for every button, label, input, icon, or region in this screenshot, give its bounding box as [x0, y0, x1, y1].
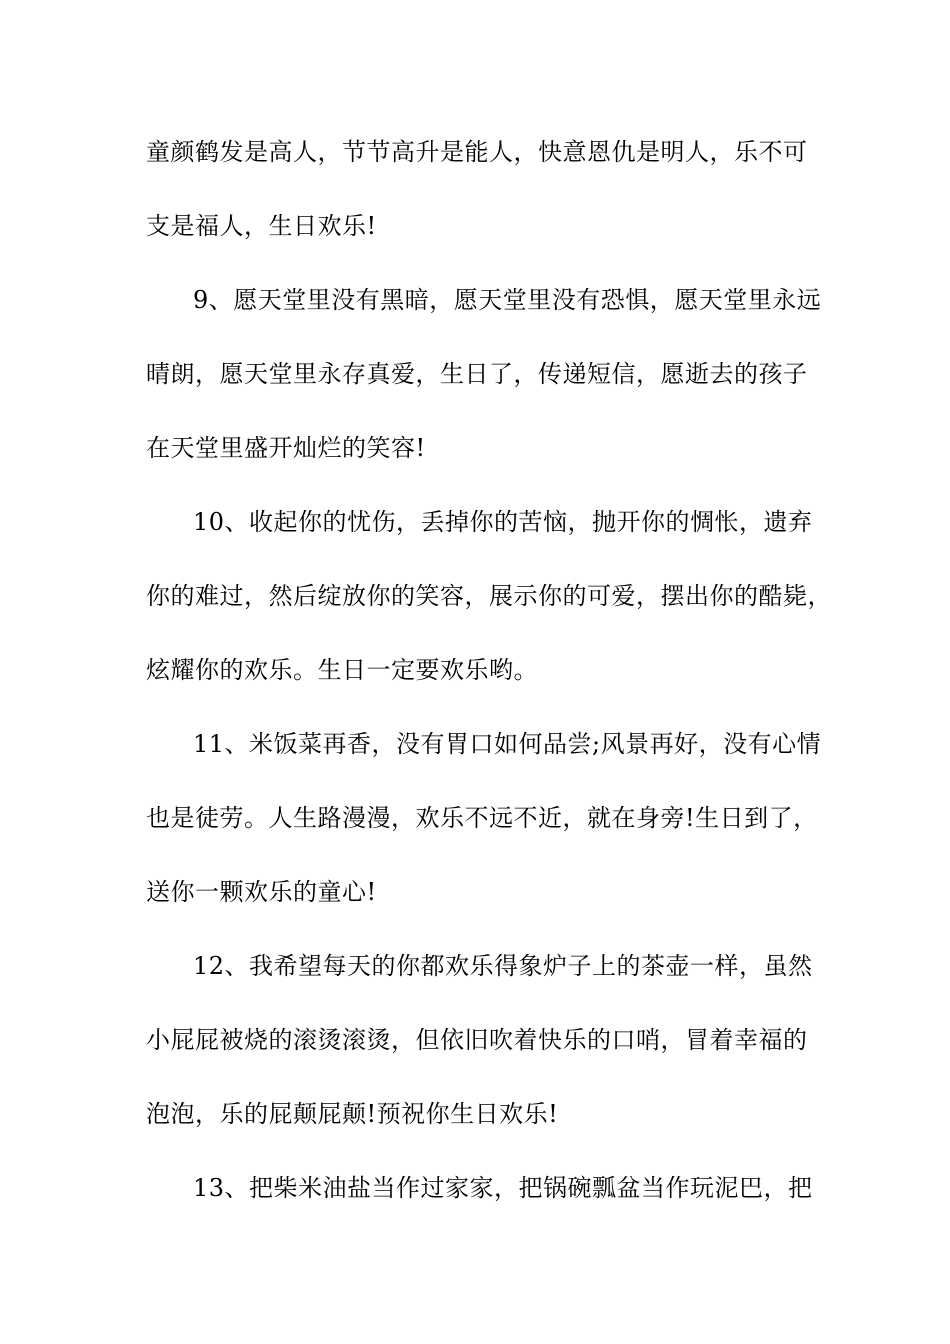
text-line: 也是徒劳。人生路漫漫，欢乐不远不近，就在身旁!生日到了，: [146, 804, 818, 832]
paragraph-first-line: 11、米饭菜再香，没有胃口如何品尝;风景再好，没有心情: [193, 730, 822, 758]
paragraph-first-line: 10、收起你的忧伤，丢掉你的苦恼，抛开你的惆怅，遗弃: [193, 508, 813, 536]
text-line: 晴朗，愿天堂里永存真爱，生日了，传递短信，愿逝去的孩子: [146, 360, 808, 388]
paragraph-first-line: 13、把柴米油盐当作过家家，把锅碗瓢盆当作玩泥巴，把: [193, 1174, 813, 1202]
paragraph-first-line: 9、愿天堂里没有黑暗，愿天堂里没有恐惧，愿天堂里永远: [193, 286, 822, 314]
text-line: 送你一颗欢乐的童心!: [146, 878, 377, 906]
text-line: 泡泡，乐的屁颠屁颠!预祝你生日欢乐!: [146, 1100, 559, 1128]
text-line: 支是福人，生日欢乐!: [146, 212, 377, 240]
text-line: 你的难过，然后绽放你的笑容，展示你的可爱，摆出你的酷毙，: [146, 582, 832, 610]
paragraph-first-line: 12、我希望每天的你都欢乐得象炉子上的茶壶一样，虽然: [193, 952, 813, 980]
text-line: 在天堂里盛开灿烂的笑容!: [146, 434, 426, 462]
text-line: 炫耀你的欢乐。生日一定要欢乐哟。: [146, 656, 538, 684]
text-line: 童颜鹤发是高人，节节高升是能人，快意恩仇是明人，乐不可: [146, 138, 808, 166]
text-line: 小屁屁被烧的滚烫滚烫，但依旧吹着快乐的口哨，冒着幸福的: [146, 1026, 808, 1054]
